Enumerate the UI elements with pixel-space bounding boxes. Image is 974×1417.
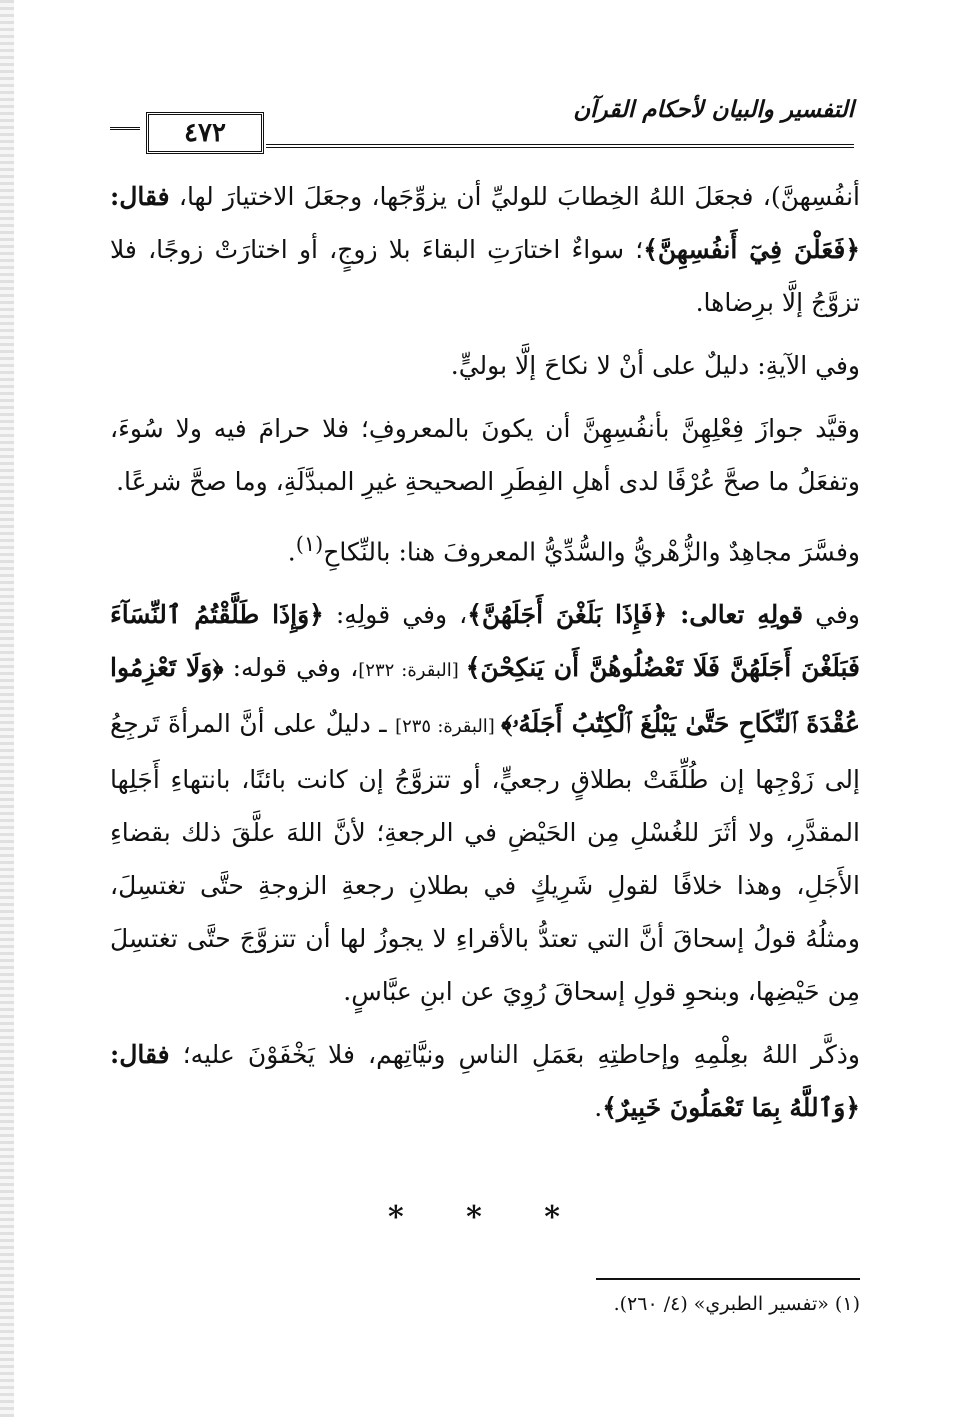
page-number-box	[146, 112, 264, 154]
surah-reference: [البقرة: ٢٣٥]	[395, 716, 502, 738]
paragraph-text: وفي	[803, 600, 860, 630]
quran-quote: ﴿وَٱللَّهُ بِمَا تَعْمَلُونَ خَبِيرٌ﴾	[602, 1093, 860, 1123]
surah-reference: [البقرة: ٢٣٢]	[358, 660, 466, 682]
paragraph	[110, 339, 860, 392]
paragraph-text: .	[594, 1093, 603, 1123]
paragraph-text: ـ دليلٌ على أنَّ المرأةَ تَرجِعُ إلى زَوْجِها إن طُلِّقَتْ بطلاقٍ رجعيٍّ، أو تتزوَّجُ إن كانت بائنًا، بانتهاءِ أَجَلِها المقدَّرِ، ولا أثَرَ للغُسْلِ مِن الحَيْضِ في الرجعةِ؛ لأنَّ اللهَ علَّقَ ذلك بقضاءِ الأَجَلِ، وهذا خلافًا لقولِ شَرِيكٍ في بطلانِ رجعةِ الزوجةِ حتَّى تغتسِلَ، ومثلُهُ قولُ إسحاقَ أنَّ التي تعتدُّ بالأقراءِ لا يجوزُ لها أن تتزوَّجَ حتَّى تغتسِلَ مِن حَيْضِها، وبنحوِ قولِ إسحاقَ رُوِيَ عن ابنِ عبَّاسٍ.	[110, 709, 860, 1007]
quran-quote: ﴿وَلَا تَعْزِمُوا عُقْدَةَ ٱلنِّكَاحِ حَتَّىٰ يَبْلُغَ ٱلْكِتَٰبُ أَجَلَهُۥ﴾	[110, 653, 860, 739]
paragraph-text: ، وفي قوله:	[223, 653, 359, 683]
body-text	[110, 170, 860, 1144]
header-rule-left	[110, 127, 140, 130]
lead-phrase: فقال:	[110, 1040, 170, 1070]
quran-quote: ﴿فَإِذَا بَلَغْنَ أَجَلَهُنَّ﴾	[467, 600, 668, 630]
section-separator: * * *	[388, 1200, 586, 1235]
quran-quote: ﴿وَإِذَا طَلَّقْتُمُ ٱلنِّسَآءَ فَبَلَغْنَ أَجَلَهُنَّ فَلَا تَعْضُلُوهُنَّ أَن يَنكِحْنَ﴾	[110, 600, 860, 683]
header-rule	[266, 144, 854, 148]
paragraph-text: ، وفي قولِهِ:	[323, 600, 468, 630]
paragraph	[110, 588, 860, 1018]
paragraph	[110, 1028, 860, 1134]
paragraph	[110, 170, 860, 329]
paragraph-text: وذكَّر اللهُ بعِلْمِهِ وإحاطتِهِ بعَمَلِ الناسِ ونيَّاتِهم، فلا يَخْفَوْنَ عليه؛	[169, 1040, 860, 1070]
paragraph-text: وفي الآيةِ: دليلٌ على أنْ لا نكاحَ إلَّا بوليٍّ.	[450, 351, 860, 380]
footnote-rule	[596, 1278, 860, 1280]
page-number: ٤٧٢	[184, 118, 226, 148]
lead-phrase: قولِهِ تعالى:	[667, 600, 804, 630]
paragraph-text: وقيَّد جوازَ فِعْلِهِنَّ بأنفُسِهِنَّ أن يكونَ بالمعروفِ؛ فلا حرامَ فيه ولا سُوءَ، وتفعَلُ ما صحَّ عُرْفًا لدى أهلِ الفِطَرِ الصحيحةِ غيرِ المبدَّلَةِ، وما صحَّ شرعًا.	[110, 414, 860, 496]
paragraph-text: أنفُسِهنَّ)، فجعَلَ اللهُ الخِطابَ للوليِّ أن يزوِّجَها، وجعَلَ الاختيارَ لها،	[169, 182, 860, 211]
paragraph-text: .	[287, 537, 296, 567]
paragraph-text: ؛ سواءٌ اختارَتِ البقاءَ بلا زوجٍ، أو اختارَتْ زوجًا، فلا تزوَّجُ إلَّا برِضاها.	[110, 235, 860, 317]
page-header	[110, 96, 854, 156]
quran-quote: ﴿فَعَلْنَ فِيٓ أَنفُسِهِنَّ﴾	[643, 235, 860, 264]
book-title: التفسير والبيان لأحكام القرآن	[573, 96, 854, 123]
footnote: (١) «تفسير الطبري» (٤/ ٢٦٠).	[613, 1293, 860, 1315]
paragraph	[110, 402, 860, 508]
footnote-marker: (١)	[295, 532, 324, 556]
paragraph-text: وفسَّرَ مجاهِدٌ والزُّهْريُّ والسُّدِّيُّ المعروفَ هنا: بالنِّكاحِ	[323, 537, 860, 567]
lead-phrase: فقال:	[110, 182, 170, 211]
paragraph	[110, 518, 860, 578]
